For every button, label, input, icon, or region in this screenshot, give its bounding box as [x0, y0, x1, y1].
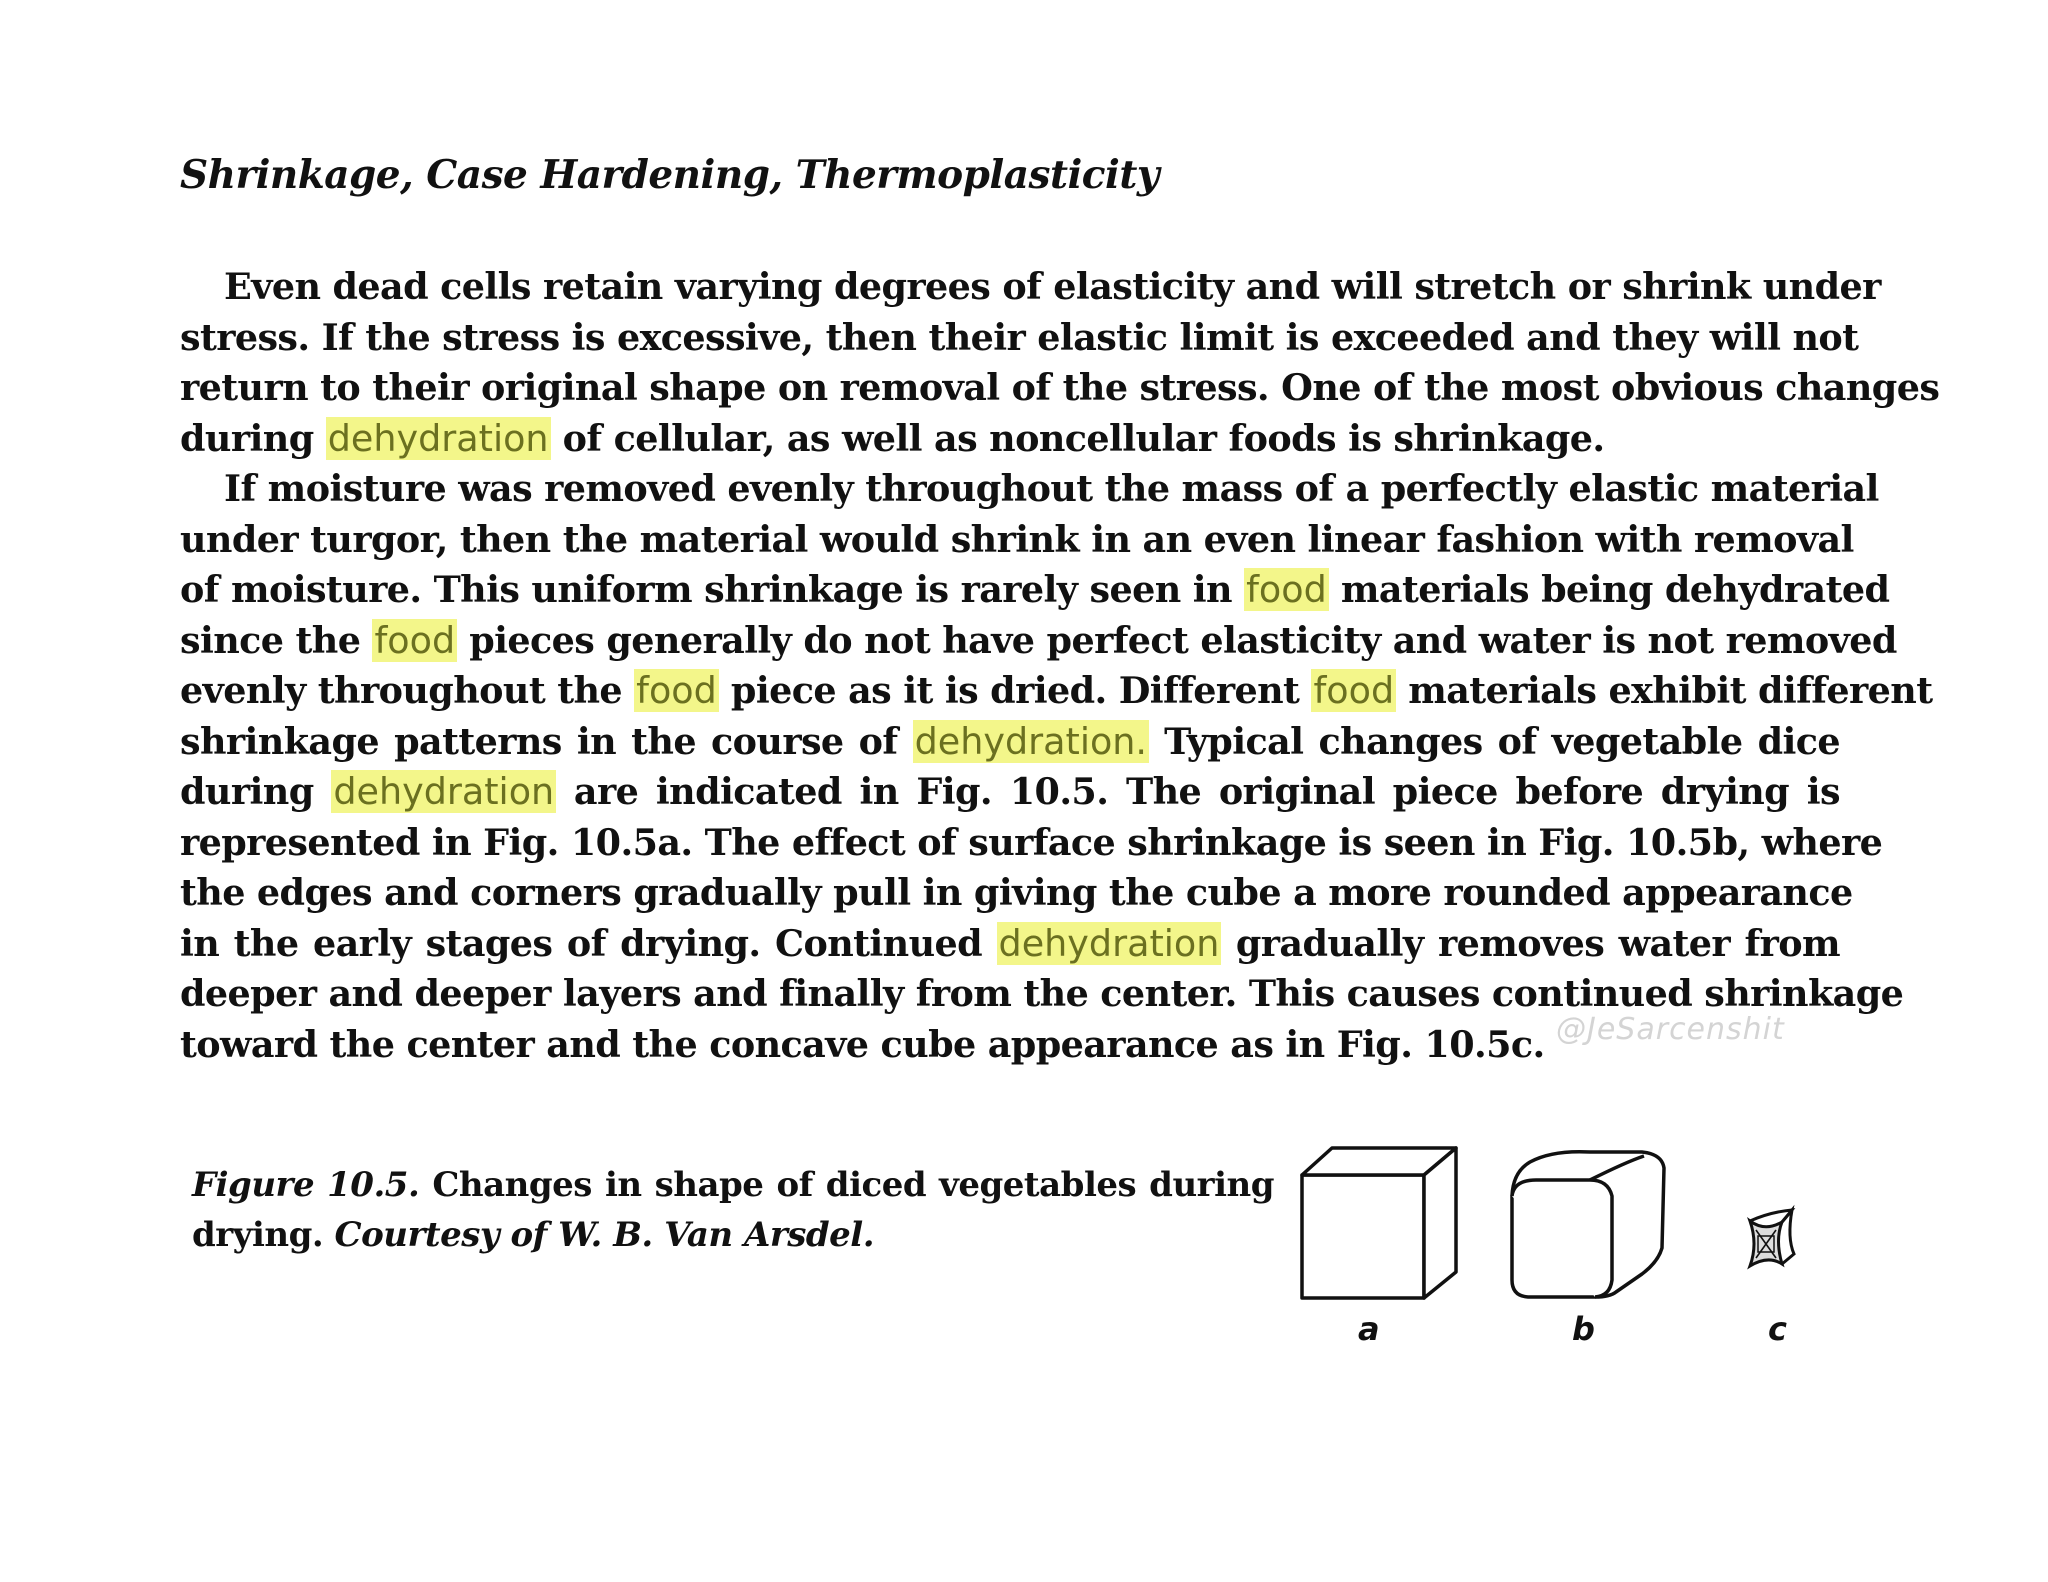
highlighted-term: food: [636, 669, 717, 712]
text-line: in the early stages of drying. Continued dehydration gradually removes water from: [180, 921, 1840, 965]
figure-label: Figure 10.5.: [192, 1165, 420, 1205]
highlighted-term: food: [374, 618, 456, 662]
figure-label-c: c: [1768, 1310, 1787, 1348]
text-line: return to their original shape on removal of the stress. One of the most obvious changes: [180, 366, 1940, 409]
caption-line: drying. Courtesy of W. B. Van Arsdel.: [192, 1215, 875, 1255]
text-line: shrinkage patterns in the course of dehydration. Typical changes of vegetable dice: [180, 719, 1841, 763]
figure-caption: [192, 1160, 1274, 1260]
text-line: toward the center and the concave cube appearance as in Fig. 10.5c.: [180, 1022, 1545, 1066]
text-line: during dehydration are indicated in Fig. 10.5. The original piece before drying is: [180, 770, 1841, 813]
highlighted-term: dehydration.: [914, 719, 1148, 763]
text-line: during dehydration of cellular, as well as noncellular foods is shrinkage.: [180, 416, 1605, 460]
section-heading: Shrinkage, Case Hardening, Thermoplasticity: [180, 152, 1160, 198]
caption-line: Figure 10.5. Changes in shape of diced vegetables during: [192, 1165, 1274, 1205]
text-line: of moisture. This uniform shrinkage is rarely seen in food materials being dehydrated: [180, 568, 1890, 611]
text-line: Even dead cells retain varying degrees of elasticity and will stretch or shrink under: [224, 265, 1881, 308]
highlighted-term: dehydration: [327, 416, 549, 460]
figure-label-a: a: [1358, 1310, 1380, 1348]
figure-label-b: b: [1572, 1310, 1595, 1348]
cube-concave: [1750, 1210, 1794, 1266]
text-line: under turgor, then the material would shrink in an even linear fashion with removal: [180, 517, 1854, 561]
text-line: deeper and deeper layers and finally from the center. This causes continued shrinkage: [180, 972, 1904, 1015]
text-line: If moisture was removed evenly throughout the mass of a perfectly elastic material: [224, 467, 1879, 510]
highlighted-term: dehydration: [998, 921, 1220, 965]
body-text: [180, 262, 1940, 1070]
cube-surface-shrinkage: [1512, 1152, 1664, 1297]
watermark: @JeSarcenshit: [1556, 1012, 1785, 1047]
text-line: since the food pieces generally do not have perfect elasticity and water is not removed: [180, 618, 1897, 662]
text-line: represented in Fig. 10.5a. The effect of surface shrinkage is seen in Fig. 10.5b, where: [180, 820, 1883, 864]
highlighted-term: dehydration: [333, 770, 555, 813]
highlighted-term: food: [1313, 669, 1395, 712]
text-line: the edges and corners gradually pull in giving the cube a more rounded appearance: [180, 871, 1853, 914]
text-line: evenly throughout the food piece as it is dried. Different food materials exhibit different: [180, 669, 1933, 712]
figure-credit: Courtesy of W. B. Van Arsdel.: [334, 1215, 875, 1255]
cube-original: [1302, 1148, 1456, 1298]
highlighted-term: food: [1246, 568, 1327, 611]
text-line: stress. If the stress is excessive, then their elastic limit is exceeded and they will not: [180, 315, 1859, 359]
